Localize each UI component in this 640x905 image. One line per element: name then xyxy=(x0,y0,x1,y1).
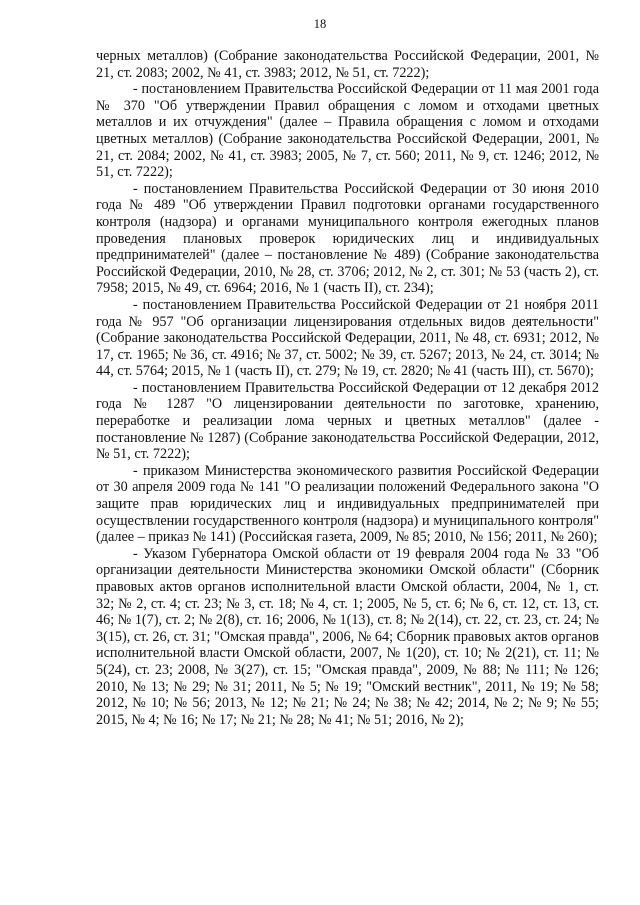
paragraph-decree-370: - постановлением Правительства Российской Федерации от 11 мая 2001 года № 370 "Об утверждении Правил обращения с ломом и отходами цветных металлов и их отчуждения" (далее – Правила обращения с ломом и отходами цветных металлов) (Собрание законодательства Российской Федерации, 2001, № 21, ст. 2084; 2002, № 41, ст. 3983; 2005, № 7, ст. 560; 2011, № 9, ст. 1246; 2012, № 51, ст. 7222); xyxy=(96,81,599,181)
paragraph-continuation: черных металлов) (Собрание законодательства Российской Федерации, 2001, № 21, ст. 2083; 2002, № 41, ст. 3983; 2012, № 51, ст. 7222); xyxy=(96,48,599,81)
page-number: 18 xyxy=(313,17,327,31)
document-body xyxy=(96,48,599,728)
paragraph-decree-957: - постановлением Правительства Российской Федерации от 21 ноября 2011 года № 957 "Об организации лицензирования отдельных видов деятельности" (Собрание законодательства Российской Федерации, 2011, № 48, ст. 6931; 2012, № 17, ст. 1965; № 36, ст. 4916; № 37, ст. 5002; № 39, ст. 5267; 2013, № 24, ст. 3014; № 44, ст. 5764; 2015, № 1 (часть II), ст. 279; № 19, ст. 2820; № 41 (часть III), ст. 5670); xyxy=(96,296,599,380)
paragraph-decree-1287: - постановлением Правительства Российской Федерации от 12 декабря 2012 года № 1287 "О лицензировании деятельности по заготовке, хранению, переработке и реализации лома черных и цветных металлов" (далее - постановление № 1287) (Собрание законодательства Российской Федерации, 2012, № 51, ст. 7222); xyxy=(96,379,599,463)
paragraph-decree-489: - постановлением Правительства Российской Федерации от 30 июня 2010 года № 489 "Об утверждении Правил подготовки органами государственного контроля (надзора) и органами муниципального контроля ежегодных планов проведения плановых проверок юридических лиц и индивидуальных предпринимателей" (далее – постановление № 489) (Собрание законодательства Российской Федерации, 2010, № 28, ст. 3706; 2012, № 2, ст. 301; № 53 (часть 2), ст. 7958; 2015, № 49, ст. 6964; 2016, № 1 (часть II), ст. 234); xyxy=(96,180,599,297)
paragraph-governor-decree-33: - Указом Губернатора Омской области от 19 февраля 2004 года № 33 "Об организации деятельности Министерства экономики Омской области" (Сборник правовых актов органов исполнительной власти Омской области, 2004, № 1, ст. 32; № 2, ст. 4; ст. 23; № 3, ст. 18; № 4, ст. 1; 2005, № 5, ст. 6; № 6, ст. 12, ст. 13, ст. 46; № 1(7), ст. 2; № 2(8), ст. 16; 2006, № 1(13), ст. 8; № 2(14), ст. 22, ст. 23, ст. 24; № 3(15), ст. 26, ст. 31; "Омская правда", 2006, № 64; Сборник правовых актов органов исполнительной власти Омской области, 2007, № 1(20), ст. 10; № 2(21), ст. 11; № 5(24), ст. 23; 2008, № 3(27), ст. 15; "Омская правда", 2009, № 88; № 111; № 126; 2010, № 13; № 29; № 31; 2011, № 5; № 19; "Омский вестник", 2011, № 19; № 58; 2012, № 10; № 56; 2013, № 12; № 21; № 24; № 38; № 42; 2014, № 2; № 9; № 55; 2015, № 4; № 16; № 17; № 21; № 28; № 41; № 51; 2016, № 2); xyxy=(96,545,599,728)
paragraph-order-141: - приказом Министерства экономического развития Российской Федерации от 30 апреля 2009 года № 141 "О реализации положений Федерального закона "О защите прав юридических лиц и индивидуальных предпринимателей при осуществлении государственного контроля (надзора) и муниципального контроля" (далее – приказ № 141) (Российская газета, 2009, № 85; 2010, № 156; 2011, № 260); xyxy=(96,462,599,546)
